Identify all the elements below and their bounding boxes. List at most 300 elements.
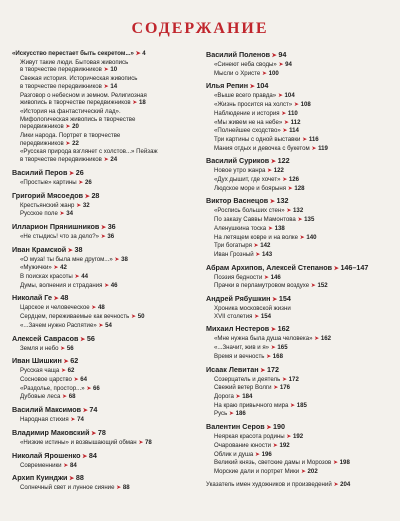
entry-title: Исаак Левитан <box>206 364 259 374</box>
arrow-icon: ➤ <box>101 157 111 164</box>
arrow-icon: ➤ <box>227 411 236 418</box>
toc-entry[interactable] <box>206 459 392 468</box>
page-number: 198 <box>339 459 350 467</box>
arrow-icon: ➤ <box>67 476 76 483</box>
page-number: 104 <box>256 81 269 91</box>
toc-entry[interactable] <box>12 59 198 67</box>
toc-entry[interactable] <box>12 179 198 188</box>
entry-title: Современники <box>20 461 62 469</box>
entry-title: Василий Максимов <box>12 405 82 415</box>
arrow-icon: ➤ <box>284 434 294 441</box>
page-number: 185 <box>296 401 307 409</box>
arrow-icon: ➤ <box>84 385 94 392</box>
entry-title: «Мужички» <box>20 264 52 272</box>
entry-title: Людское море и боярыня <box>214 184 287 192</box>
entry-title: живопись в творчестве передвижников <box>20 99 131 107</box>
toc-entry[interactable] <box>206 451 392 460</box>
page-number: 48 <box>98 304 105 312</box>
toc-entry[interactable] <box>206 313 392 322</box>
toc-entry[interactable] <box>12 393 198 402</box>
arrow-icon: ➤ <box>112 256 122 263</box>
toc-entry[interactable] <box>206 410 392 419</box>
page-number: 34 <box>66 210 73 218</box>
arrow-icon: ➤ <box>258 367 267 374</box>
page-number: 104 <box>284 92 295 100</box>
toc-entry[interactable] <box>206 274 392 283</box>
author-heading[interactable] <box>206 50 392 61</box>
arrow-icon: ➤ <box>276 93 285 100</box>
entry-title: «Искусство перестает быть секретом...» <box>12 50 134 57</box>
page-number: 4 <box>142 50 146 57</box>
arrow-icon: ➤ <box>59 368 68 375</box>
toc-entry[interactable] <box>206 70 392 79</box>
entry-title: Великий князь, светские дамы и Морозов <box>214 459 332 467</box>
arrow-icon: ➤ <box>99 233 108 240</box>
toc-entry[interactable] <box>206 433 392 442</box>
page-number: 128 <box>294 184 305 192</box>
page-number: 202 <box>307 467 318 475</box>
entry-title: «Жизнь просится на холст» <box>214 101 293 109</box>
toc-footer-entry[interactable] <box>206 481 392 488</box>
entry-title: Николай Ярошенко <box>12 450 81 460</box>
page-number: 108 <box>300 101 311 109</box>
arrow-icon: ➤ <box>71 376 81 383</box>
entry-title: Время и вечность <box>214 352 265 360</box>
arrow-icon: ➤ <box>286 185 295 192</box>
toc-entry[interactable] <box>12 345 198 354</box>
entry-title: Лики народа. Портрет в творчестве <box>20 132 121 140</box>
page-number: 84 <box>88 450 97 460</box>
toc-entry[interactable] <box>206 207 392 216</box>
page-number: 88 <box>75 473 84 483</box>
entry-title: «О муза! ты была мне другом...» <box>20 255 113 263</box>
arrow-icon: ➤ <box>312 336 321 343</box>
entry-title: Василий Поленов <box>206 50 270 59</box>
entry-title: Три картины с одной выставки <box>214 135 301 143</box>
entry-title: На краю привычного мира <box>214 401 289 409</box>
toc-entry[interactable] <box>206 393 392 402</box>
page-number: 122 <box>277 156 290 166</box>
page-number: 10 <box>110 66 118 74</box>
toc-entry[interactable] <box>12 304 198 313</box>
page-number: 132 <box>276 196 289 206</box>
entry-title: Свежий ветер Волги <box>214 384 272 392</box>
page-number: 78 <box>145 438 152 446</box>
entry-title: Сосновое царство <box>20 375 72 383</box>
toc-entry[interactable] <box>206 305 392 313</box>
arrow-icon: ➤ <box>101 67 111 74</box>
arrow-icon: ➤ <box>58 345 67 352</box>
entry-title: Созерцатель и деятель <box>214 375 281 383</box>
page-number: 110 <box>287 109 298 117</box>
toc-entry[interactable] <box>12 50 198 59</box>
toc-entry[interactable] <box>12 416 198 425</box>
arrow-icon: ➤ <box>89 305 98 312</box>
toc-entry[interactable] <box>12 108 198 116</box>
toc-entry[interactable] <box>206 353 392 362</box>
entry-title: Аленушкина тоска <box>214 224 267 232</box>
entry-title: Царское и человеческое <box>20 304 90 312</box>
page-number: 28 <box>91 190 100 200</box>
page-number: 186 <box>235 410 246 418</box>
arrow-icon: ➤ <box>309 283 318 290</box>
arrow-icon: ➤ <box>260 70 269 77</box>
entry-title: Григорий Мясоедов <box>12 190 84 200</box>
page-number: 154 <box>260 312 272 320</box>
page-number: 22 <box>72 139 79 147</box>
author-heading[interactable] <box>206 294 392 305</box>
entry-title: Архип Куинджи <box>12 473 68 483</box>
page-number: 36 <box>107 221 116 231</box>
entry-title: Виктор Васнецов <box>206 196 269 206</box>
toc-entry[interactable] <box>12 273 198 282</box>
arrow-icon: ➤ <box>68 417 78 424</box>
toc-entry[interactable] <box>12 116 198 124</box>
page-number: 132 <box>293 207 304 215</box>
arrow-icon: ➤ <box>264 353 273 360</box>
toc-entry[interactable] <box>12 75 198 83</box>
toc-entry[interactable] <box>206 234 392 243</box>
entry-title: Земля и небо <box>20 344 59 352</box>
toc-entry[interactable] <box>12 92 198 100</box>
toc-entry[interactable] <box>12 156 198 165</box>
toc-entry[interactable] <box>206 167 392 176</box>
page-number: 154 <box>278 294 291 304</box>
page-number: 192 <box>279 441 290 449</box>
entry-title: «Дух дышит, где хочет» <box>214 176 281 184</box>
author-heading[interactable] <box>12 473 198 484</box>
toc-entry[interactable] <box>206 92 392 101</box>
arrow-icon: ➤ <box>276 62 286 68</box>
page-number: 142 <box>260 242 271 250</box>
page-number: 24 <box>110 156 118 164</box>
arrow-icon: ➤ <box>78 336 87 343</box>
author-heading[interactable] <box>206 324 392 335</box>
arrow-icon: ➤ <box>268 199 277 206</box>
entry-title: Наблюдение и история <box>214 109 280 117</box>
entry-title: Русь <box>214 410 228 418</box>
entry-title: Русское поле <box>20 210 58 218</box>
author-heading[interactable] <box>206 81 392 92</box>
toc-entry[interactable] <box>206 176 392 185</box>
arrow-icon: ➤ <box>266 225 275 232</box>
toc-entry[interactable] <box>12 83 198 92</box>
page-number: 168 <box>272 352 283 360</box>
author-heading[interactable] <box>12 168 198 179</box>
toc-entry[interactable] <box>12 385 198 394</box>
page-number: 165 <box>277 344 288 352</box>
entry-title: «...Зачем нужно Распятие» <box>20 321 97 329</box>
author-heading[interactable] <box>12 293 198 304</box>
arrow-icon: ➤ <box>280 177 289 184</box>
author-heading[interactable] <box>12 245 198 256</box>
page-number: 62 <box>67 367 75 375</box>
arrow-icon: ➤ <box>136 439 146 446</box>
arrow-icon: ➤ <box>66 247 75 254</box>
entry-title: Народная стихия <box>20 416 69 424</box>
toc-entry[interactable] <box>206 376 392 385</box>
entry-title: Очарование юности <box>214 441 272 449</box>
toc-entry[interactable] <box>206 216 392 225</box>
entry-title: «История на фантастический лад». <box>20 107 121 115</box>
arrow-icon: ➤ <box>51 265 61 272</box>
toc-entry[interactable] <box>12 123 198 132</box>
toc-left-column <box>12 50 198 493</box>
page-number: 26 <box>85 178 92 186</box>
page-number: 38 <box>74 244 83 254</box>
page-number: 126 <box>288 176 300 184</box>
toc-entry[interactable] <box>206 136 392 145</box>
page-number: 196 <box>261 450 272 458</box>
page-number: 74 <box>89 405 98 415</box>
author-heading[interactable] <box>12 405 198 416</box>
author-heading[interactable] <box>12 191 198 202</box>
page-number: 162 <box>277 324 290 334</box>
toc-entry[interactable] <box>12 439 198 448</box>
toc-entry[interactable] <box>12 210 198 219</box>
arrow-icon: ➤ <box>280 376 289 383</box>
arrow-icon: ➤ <box>253 451 262 458</box>
page-number: 38 <box>121 255 128 263</box>
author-heading[interactable] <box>206 365 392 376</box>
arrow-icon: ➤ <box>89 430 98 437</box>
author-heading[interactable] <box>206 422 392 433</box>
arrow-icon: ➤ <box>101 83 111 90</box>
toc-entry[interactable] <box>12 313 198 322</box>
page-number: 192 <box>293 433 304 441</box>
author-heading[interactable] <box>12 428 198 439</box>
toc-right-column <box>206 50 392 477</box>
page-number: 116 <box>308 135 319 143</box>
toc-entry[interactable] <box>12 264 198 273</box>
arrow-icon: ➤ <box>298 234 307 241</box>
toc-entry[interactable] <box>206 251 392 260</box>
arrow-icon: ➤ <box>279 110 288 117</box>
author-heading[interactable] <box>206 263 392 274</box>
arrow-icon: ➤ <box>81 408 90 415</box>
arrow-icon: ➤ <box>269 159 278 166</box>
page-number: 119 <box>318 144 328 152</box>
entry-title: Андрей Рябушкин <box>206 294 271 304</box>
page-number: 26 <box>75 167 84 177</box>
author-heading[interactable] <box>12 222 198 233</box>
toc-entry[interactable] <box>206 468 392 477</box>
arrow-icon: ➤ <box>271 385 280 392</box>
page-number: 94 <box>278 50 287 59</box>
entry-title: «Не стыдись! что за дело?» <box>20 232 100 240</box>
page-number: 74 <box>77 416 84 424</box>
toc-entry[interactable] <box>206 402 392 411</box>
page-number: 46 <box>110 281 118 289</box>
toc-entry[interactable] <box>206 61 392 70</box>
entry-title: Новое утро жанра <box>214 167 266 175</box>
entry-title: Хроника московской жизни <box>214 305 291 313</box>
page-number: 100 <box>268 69 279 77</box>
page-number: 42 <box>60 264 67 272</box>
arrow-icon: ➤ <box>309 145 319 152</box>
page-number: 56 <box>66 344 74 352</box>
toc-entry[interactable] <box>12 484 198 493</box>
author-heading[interactable] <box>12 356 198 367</box>
page-number: 66 <box>93 384 100 392</box>
toc-entry[interactable] <box>206 185 392 194</box>
entry-title: Русская чаща <box>20 367 60 375</box>
entry-title: Николай Ге <box>12 293 53 303</box>
arrow-icon: ➤ <box>67 170 76 177</box>
arrow-icon: ➤ <box>251 243 261 250</box>
entry-title: передвижников <box>20 139 64 147</box>
toc-entry[interactable] <box>206 101 392 110</box>
toc-entry[interactable] <box>12 202 198 211</box>
entry-title: Мысли о Христе <box>214 69 261 77</box>
page-title: СОДЕРЖАНИЕ <box>131 20 269 37</box>
arrow-icon: ➤ <box>72 274 82 281</box>
arrow-icon: ➤ <box>280 128 290 135</box>
toc-entry[interactable] <box>12 99 198 108</box>
toc-entry[interactable] <box>12 367 198 376</box>
entry-title: Иван Крамской <box>12 244 67 254</box>
page-number: 152 <box>317 282 328 290</box>
arrow-icon: ➤ <box>269 327 278 334</box>
entry-title: «Раздолье, простор...» <box>20 384 85 392</box>
entry-title: Разговор о небесном и земном. Религиозная <box>20 91 147 99</box>
entry-title: передвижников <box>20 123 64 131</box>
entry-title: «...Значит, жив и я» <box>214 344 270 352</box>
toc-entry[interactable] <box>12 282 198 291</box>
arrow-icon: ➤ <box>262 274 271 281</box>
arrow-icon: ➤ <box>102 282 111 289</box>
entry-title: Дорога <box>214 392 234 400</box>
toc-entry[interactable] <box>12 376 198 385</box>
entry-title: «Низкие истины» и возвышающий обман <box>20 438 137 446</box>
page-number: 146 <box>270 273 281 281</box>
entry-title: Иван Шишкин <box>12 356 62 366</box>
toc-entry[interactable] <box>206 145 392 154</box>
page-number: 94 <box>285 61 292 68</box>
arrow-icon: ➤ <box>300 136 309 143</box>
arrow-icon: ➤ <box>83 193 92 200</box>
entry-title: Морские дали и портрет Мики <box>214 467 300 475</box>
entry-title: Василий Суриков <box>206 156 270 166</box>
toc-entry[interactable] <box>12 132 198 140</box>
page-number: 146–147 <box>340 262 369 272</box>
toc-entry[interactable] <box>12 462 198 471</box>
entry-title: Три богатыря <box>214 242 252 250</box>
arrow-icon: ➤ <box>133 51 143 57</box>
toc-entry[interactable] <box>12 148 198 156</box>
page-number: 172 <box>288 375 299 383</box>
toc-entry[interactable] <box>12 140 198 149</box>
entry-title: Василий Перов <box>12 167 68 177</box>
entry-title: Валентин Серов <box>206 422 265 432</box>
page-number: 184 <box>242 392 253 400</box>
entry-title: Илларион Прянишников <box>12 221 100 231</box>
entry-title: Мания отдых и девочка с букетом <box>214 144 310 152</box>
page-number: 50 <box>137 313 145 321</box>
toc-entry[interactable] <box>206 225 392 234</box>
entry-title: Иван Грозный <box>214 250 254 258</box>
entry-title: Прачки в перламутровом воздухе <box>214 282 310 290</box>
arrow-icon: ➤ <box>61 359 71 366</box>
arrow-icon: ➤ <box>63 124 73 131</box>
page-number: 135 <box>304 216 315 224</box>
arrow-icon: ➤ <box>270 297 279 304</box>
entry-title: «Роспись больших стен» <box>214 207 285 215</box>
arrow-icon: ➤ <box>331 460 340 467</box>
entry-title: в творчестве передвижников <box>20 82 102 90</box>
entry-title: Крестьянский жанр <box>20 201 75 209</box>
page-number: 54 <box>105 321 112 329</box>
page-number: 18 <box>138 99 146 107</box>
toc-entry[interactable] <box>206 127 392 136</box>
entry-title: По заказу Саввы Мамонтова <box>214 216 296 224</box>
page-number: 122 <box>273 167 284 175</box>
arrow-icon: ➤ <box>114 485 123 492</box>
arrow-icon: ➤ <box>271 442 280 449</box>
arrow-icon: ➤ <box>288 402 297 409</box>
arrow-icon: ➤ <box>233 393 243 400</box>
arrow-icon: ➤ <box>282 119 291 126</box>
toc-entry[interactable] <box>12 66 198 75</box>
toc-entry[interactable] <box>206 344 392 353</box>
toc-entry[interactable] <box>206 119 392 128</box>
toc-entry[interactable] <box>206 242 392 251</box>
arrow-icon: ➤ <box>252 313 261 320</box>
author-heading[interactable] <box>12 451 198 462</box>
entry-title: в творчестве передвижников <box>20 156 102 164</box>
toc-entry[interactable] <box>206 282 392 291</box>
page-number: 162 <box>320 335 332 343</box>
toc-entry[interactable] <box>206 384 392 393</box>
footer-label: Указатель имен художников и произведений <box>206 481 332 488</box>
arrow-icon: ➤ <box>295 217 305 224</box>
page-number: 190 <box>273 422 286 432</box>
page-number: 68 <box>68 393 76 401</box>
author-heading[interactable] <box>12 334 198 345</box>
toc-entry[interactable] <box>12 233 198 242</box>
toc-entry[interactable] <box>12 322 198 331</box>
page-number: 36 <box>107 232 115 240</box>
author-heading[interactable] <box>206 196 392 207</box>
arrow-icon: ➤ <box>265 168 274 175</box>
entry-title: Мифологическая живопись в творчестве <box>20 115 136 123</box>
page-number: 143 <box>261 250 273 258</box>
toc-entry[interactable] <box>206 335 392 344</box>
arrow-icon: ➤ <box>129 314 138 321</box>
toc-entry[interactable] <box>12 256 198 265</box>
toc-entry[interactable] <box>206 442 392 451</box>
entry-title: Живут такие люди. Бытовая живопись <box>20 58 129 66</box>
page-number: 172 <box>266 364 279 374</box>
arrow-icon: ➤ <box>63 140 73 147</box>
author-heading[interactable] <box>206 156 392 167</box>
entry-title: Абрам Архипов, Алексей Степанов <box>206 262 333 272</box>
page-number: 140 <box>306 233 317 241</box>
entry-title: Владимир Маковский <box>12 427 90 437</box>
page-number: 62 <box>70 356 79 366</box>
arrow-icon: ➤ <box>299 468 308 475</box>
entry-title: Неяркая красота родины <box>214 433 285 441</box>
entry-title: Свежая история. Историческая живопись <box>20 75 138 83</box>
page-number: 48 <box>60 293 69 303</box>
page-number: 112 <box>290 118 301 126</box>
arrow-icon: ➤ <box>248 84 257 91</box>
toc-entry[interactable] <box>206 110 392 119</box>
entry-title: Поэзия бедности <box>214 273 263 281</box>
footer-page-number: 204 <box>340 481 351 488</box>
entry-title: Думы, волнения и страдания <box>20 281 103 289</box>
entry-title: XVII столетия <box>214 312 253 320</box>
